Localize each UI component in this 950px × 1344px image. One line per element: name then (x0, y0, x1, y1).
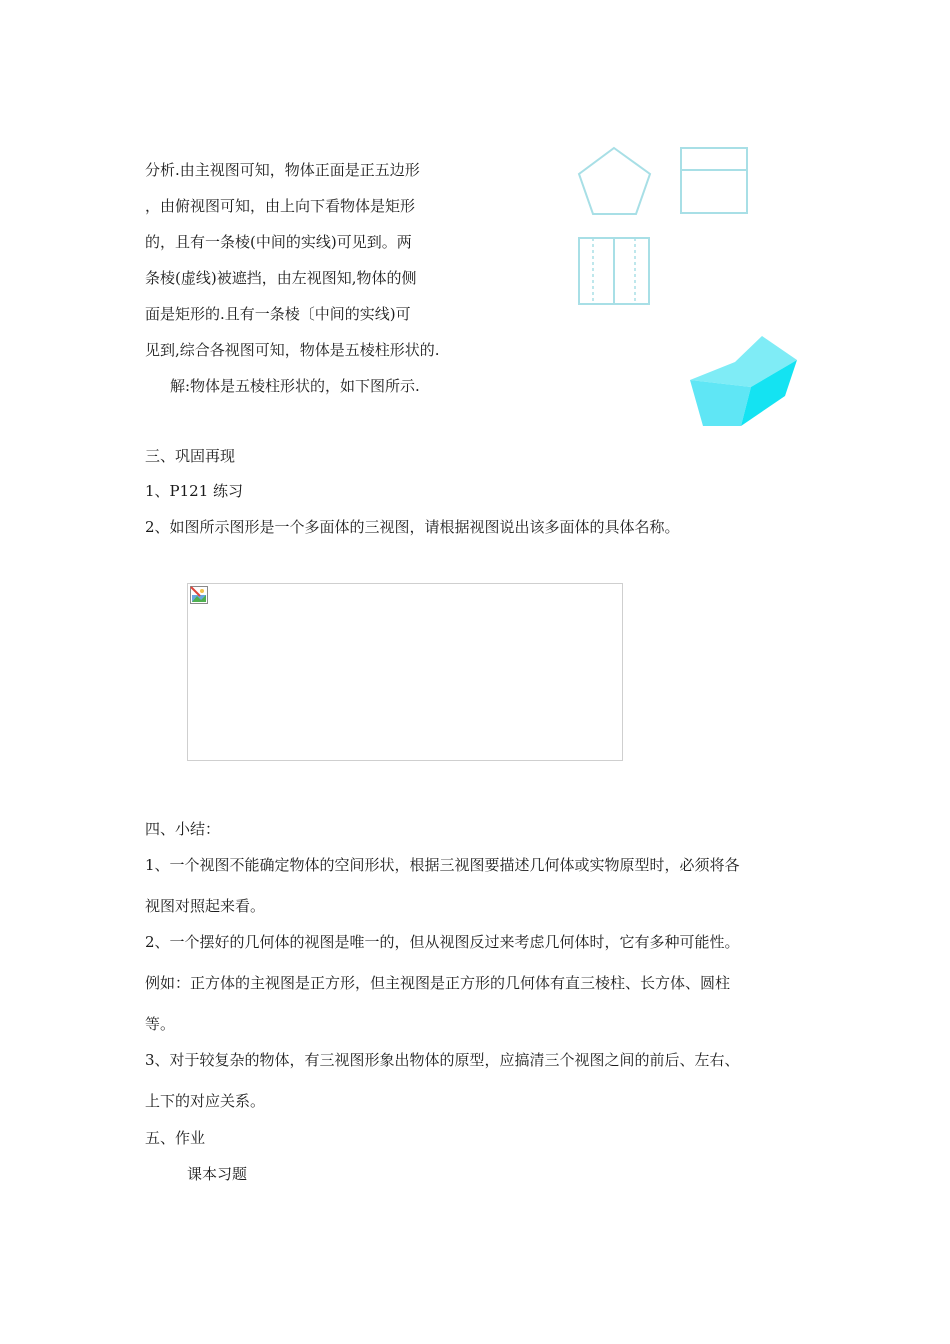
section3-heading: 三、巩固再现 (145, 447, 236, 465)
summary-line-7: 上下的对应关系。 (145, 1092, 266, 1110)
summary-line-2: 视图对照起来看。 (145, 897, 266, 915)
summary-line-5: 等。 (145, 1015, 176, 1033)
analysis-line-2: ，由俯视图可知，由上向下看物体是矩形 (145, 197, 416, 215)
section4-heading: 四、小结： (145, 820, 221, 838)
section3-item-2: 2、如图所示图形是一个多面体的三视图，请根据视图说出该多面体的具体名称。 (145, 518, 680, 536)
solution-line: 解:物体是五棱柱形状的，如下图所示. (170, 377, 420, 395)
front-view-pentagon (575, 145, 655, 219)
summary-line-1: 1、一个视图不能确定物体的空间形状，根据三视图要描述几何体或实物原型时，必须将各 (145, 856, 740, 874)
section3-item-1: 1、P121 练习 (145, 482, 244, 500)
analysis-line-5: 面是矩形的.且有一条棱〔中间的实线)可 (145, 305, 411, 323)
homework-item: 课本习题 (187, 1165, 248, 1183)
image-placeholder (187, 583, 623, 761)
summary-line-4: 例如：正方体的主视图是正方形，但主视图是正方形的几何体有直三棱柱、长方体、圆柱 (145, 974, 731, 992)
analysis-line-4: 条棱(虚线)被遮挡，由左视图知,物体的侧 (145, 269, 417, 287)
summary-line-6: 3、对于较复杂的物体，有三视图形象出物体的原型，应搞清三个视图之间的前后、左右、 (145, 1051, 740, 1069)
summary-line-3: 2、一个摆好的几何体的视图是唯一的，但从视图反过来考虑几何体时，它有多种可能性。 (145, 933, 740, 951)
section5-heading: 五、作业 (145, 1129, 206, 1147)
analysis-line-6: 见到,综合各视图可知，物体是五棱柱形状的. (145, 341, 440, 359)
side-view-rectangle (576, 235, 652, 307)
analysis-line-3: 的，且有一条棱(中间的实线)可见到。两 (145, 233, 412, 251)
broken-image-icon (190, 586, 208, 604)
top-view-rectangle (678, 146, 750, 216)
pentagonal-prism-3d (686, 334, 802, 428)
analysis-line-1: 分析.由主视图可知，物体正面是正五边形 (145, 161, 420, 179)
